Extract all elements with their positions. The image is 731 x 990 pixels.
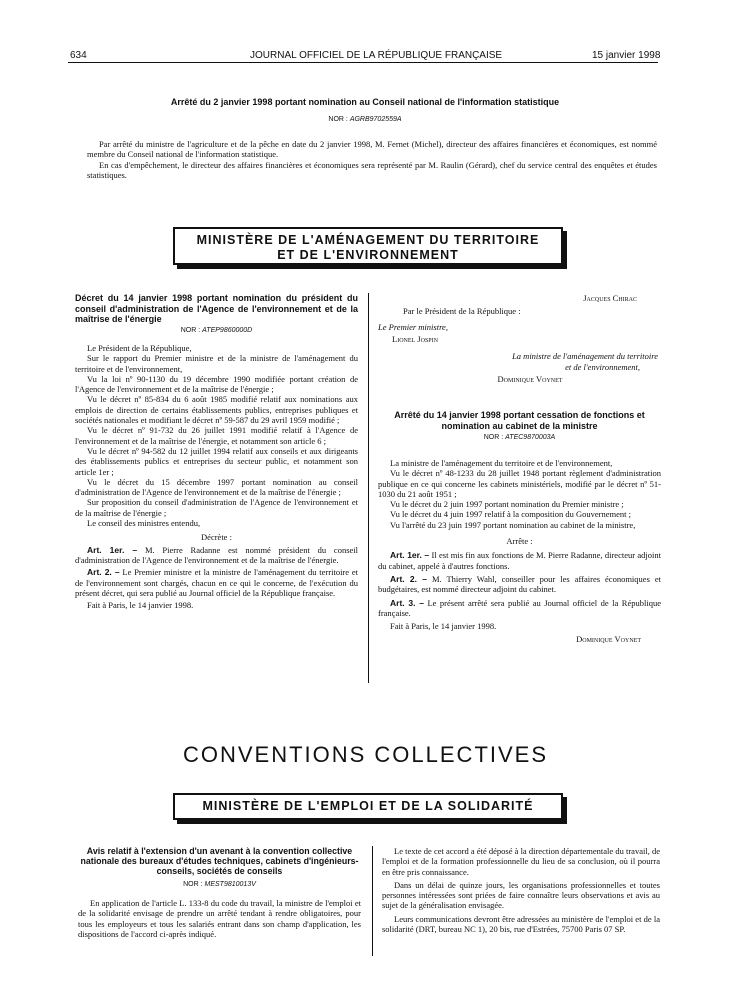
- ministry-line-2: ET DE L'ENVIRONNEMENT: [277, 248, 459, 262]
- article-label: Art. 1er. –: [87, 544, 138, 555]
- article-label: Art. 2. –: [390, 573, 427, 584]
- article-2: [75, 567, 358, 598]
- header-date: 15 janvier 1998: [592, 50, 661, 61]
- paragraph: Sur proposition du conseil d'administration de l'Agence de l'environnement et de la maîtrise de l'énergie ;: [75, 497, 358, 518]
- premier-ministre-name: Lionel Jospin: [392, 334, 438, 344]
- top-arrete-title: Arrêté du 2 janvier 1998 portant nomination au Conseil national de l'information statistique: [170, 97, 560, 107]
- paragraph: Le conseil des ministres entendu,: [87, 518, 201, 529]
- ministre-name: Dominique Voynet: [497, 374, 563, 384]
- nor-label: NOR :: [180, 327, 201, 334]
- paragraph: Le Président de la République,: [87, 343, 192, 353]
- decret-body: [75, 343, 358, 610]
- decret-title: Décret du 14 janvier 1998 portant nomination du président du conseil d'administration de l'Agence de l'environnement et de la maîtrise de l'énergie: [75, 293, 358, 324]
- nor-label: NOR :: [183, 881, 203, 888]
- paragraph: Vu le décret du 4 juin 1997 relatif à la composition du Gouvernement ;: [390, 509, 631, 520]
- journal-title: JOURNAL OFFICIEL DE LA RÉPUBLIQUE FRANÇAISE: [250, 50, 503, 61]
- paragraph: Par arrêté du ministre de l'agriculture et de la pêche en date du 2 janvier 1998, M. Fernet (Michel), directeur des affaires financières et économiques, est nommé membre du Conseil national de l'information statistique.: [87, 139, 657, 160]
- article-3: [378, 598, 661, 619]
- paragraph: En application de l'article L. 133-8 du code du travail, la ministre de l'emploi et de la solidarité envisage de prendre un arrêté tendant à rendre obligatoires, pour tous les employeurs et tous les salariés entrant dans son champ d'application, les dispositions de l'accord ci-après indiqué.: [78, 898, 361, 939]
- paragraph: Sur le rapport du Premier ministre et de la ministre de l'aménagement du territoire et de l'environnement,: [75, 353, 358, 374]
- arrete-cabinet-nor: [378, 434, 661, 441]
- paragraph: Vu le décret nº 91-732 du 26 juillet 1991 modifié relatif à l'Agence de l'environnement et de la maîtrise de l'énergie, et notamment son article 6 ;: [75, 425, 358, 446]
- column-divider: [368, 293, 369, 683]
- ministre-title-line-1: La ministre de l'aménagement du territoire: [512, 351, 658, 361]
- president-signature: Jacques Chirac: [583, 293, 637, 303]
- decret-nor: [75, 327, 358, 334]
- paragraph: Vu l'arrêté du 23 juin 1997 portant nomination au cabinet de la ministre,: [390, 519, 636, 530]
- ministry-line-1: MINISTÈRE DE L'AMÉNAGEMENT DU TERRITOIRE: [196, 233, 540, 247]
- paragraph: Vu le décret du 2 juin 1997 portant nomination du Premier ministre ;: [390, 499, 624, 510]
- premier-ministre-title: Le Premier ministre,: [378, 322, 448, 332]
- paragraph: Le texte de cet accord a été déposé à la direction départementale du travail, de l'emploi et de la formation professionnelle du lieu de sa conclusion, où il pourra en être pris connaissance.: [382, 846, 660, 877]
- article-label: Art. 3. –: [390, 597, 424, 608]
- arrete-label: Arrête :: [506, 536, 533, 547]
- decrete-label: Décrète :: [201, 532, 232, 543]
- article-label: Art. 1er. –: [390, 550, 430, 561]
- paragraph: Leurs communications devront être adressées au ministère de l'emploi et de la solidarité (DRT, bureau NC 1), 20 bis, rue d'Estrées, 75700 Paris 07 SP.: [382, 913, 660, 935]
- ministry-box-amenagement: [173, 227, 563, 265]
- nor-code: ATEC9870003A: [505, 434, 556, 441]
- section-heading: CONVENTIONS COLLECTIVES: [182, 742, 549, 767]
- arrete-signature: Dominique Voynet: [576, 634, 641, 645]
- avis-right-body: [382, 846, 660, 934]
- article-text: Il est mis fin aux fonctions de M. Pierre Radanne, directeur adjoint du cabinet, appelé à d'autres fonctions.: [378, 550, 661, 571]
- fait-a-paris: Fait à Paris, le 14 janvier 1998.: [87, 600, 194, 611]
- paragraph: Vu le décret nº 94-582 du 12 juillet 1994 relatif aux conseils et aux dirigeants des établissements publics et entreprises du secteur public, et notamment son article 1er ;: [75, 445, 358, 477]
- column-divider-2: [372, 846, 373, 956]
- paragraph: Vu la loi nº 90-1130 du 19 décembre 1990 modifiée portant création de l'Agence de l'environnement et de la maîtrise de l'énergie ;: [75, 373, 358, 395]
- avis-left-body: [78, 898, 361, 939]
- nor-label: NOR :: [328, 116, 348, 123]
- article-text: M. Thierry Wahl, conseiller pour les affaires économiques et budgétaires, est nommé directeur adjoint du cabinet.: [378, 573, 662, 595]
- article-1: [75, 545, 358, 566]
- article-label: Art. 2. –: [87, 567, 120, 578]
- nor-code: MEST9810013V: [204, 881, 256, 888]
- page-number: 634: [70, 50, 87, 61]
- article-1: [378, 550, 661, 571]
- arrete-cabinet-body: [378, 458, 661, 645]
- paragraph: Vu le décret du 15 décembre 1997 portant nomination au conseil d'administration de l'Agence de l'environnement et de la maîtrise de l'énergie ;: [75, 476, 358, 498]
- arrete-cabinet-title: Arrêté du 14 janvier 1998 portant cessation de fonctions et nomination au cabinet de la ministre: [394, 410, 645, 431]
- nor-code: AGRB9702559A: [349, 116, 402, 123]
- nor-label: NOR :: [483, 434, 504, 441]
- paragraph: Vu le décret nº 48-1233 du 28 juillet 1948 portant règlement d'administration publique en ce qui concerne les cabinets ministériels, modifié par le décret nº 51-1030 du 21 août 1951 ;: [378, 468, 661, 499]
- article-text: M. Pierre Radanne est nommé président du conseil d'administration de l'Agence de l'environnement et de la maîtrise de l'énergie.: [75, 544, 359, 565]
- nor-code: ATEP9860000D: [202, 327, 253, 334]
- article-text: Le Premier ministre et la ministre de l'aménagement du territoire et de l'environnement sont chargés, chacun en ce qui le concerne, de l'exécution du présent décret, qui sera publié au Journal officiel de la République française.: [75, 567, 358, 598]
- fait-a-paris: Fait à Paris, le 14 janvier 1998.: [390, 621, 497, 632]
- article-2: [378, 574, 661, 595]
- top-arrete-nor: [90, 116, 640, 123]
- header-rule: [68, 62, 658, 63]
- ministry-box-emploi: [173, 793, 563, 820]
- par-le-president: Par le Président de la République :: [403, 306, 521, 316]
- paragraph: En cas d'empêchement, le directeur des affaires financières et économiques sera représenté par M. Raulin (Gérard), chef du service central des enquêtes et études statistiques.: [87, 159, 657, 180]
- paragraph: La ministre de l'aménagement du territoire et de l'environnement,: [390, 458, 613, 468]
- ministry-line-1: MINISTÈRE DE L'EMPLOI ET DE LA SOLIDARITÉ: [202, 799, 534, 813]
- paragraph: Vu le décret nº 85-834 du 6 août 1985 modifié relatif aux nominations aux emplois de direction de certains établissements publics, entreprises publiques et sociétés nationales et modifiant le décret nº 59-587 du 29 avril 1959 modifié ;: [75, 394, 358, 426]
- article-text: Le présent arrêté sera publié au Journal officiel de la République française.: [378, 597, 661, 618]
- avis-nor: [78, 881, 361, 888]
- ministre-title: [410, 351, 658, 373]
- avis-title: Avis relatif à l'extension d'un avenant à la convention collective nationale des bureaux d'études techniques, cabinets d'ingénieurs-conseils, sociétés de conseils: [80, 846, 359, 876]
- ministre-title-line-2: et de l'environnement,: [565, 362, 640, 372]
- top-arrete-body: [87, 139, 657, 180]
- paragraph: Dans un délai de quinze jours, les organisations professionnelles et toutes personnes intéressées sont priées de faire connaître leurs observations et avis au sujet de la généralisation envisagée.: [382, 879, 660, 911]
